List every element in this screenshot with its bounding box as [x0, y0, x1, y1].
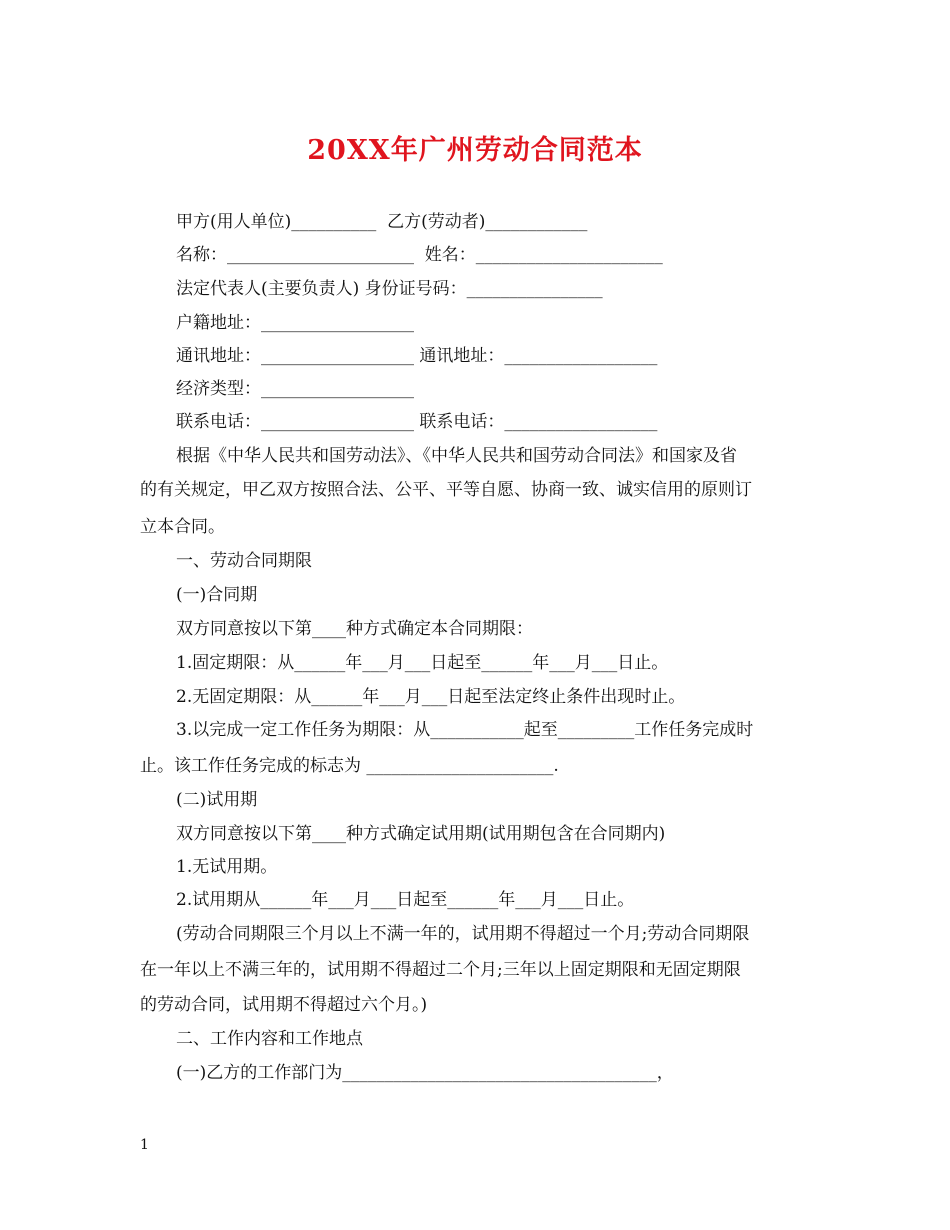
document-title: 20XX年广州劳动合同范本 — [307, 135, 643, 166]
phone-line: 联系电话：__________________ 联系电话：__________________ — [176, 412, 658, 432]
paragraph-line: (一)乙方的工作部门为_____________________________________， — [176, 1063, 674, 1083]
subsection-heading: (二)试用期 — [176, 790, 258, 810]
paragraph-line: 双方同意按以下第____种方式确定本合同期限： — [176, 619, 533, 639]
section-heading: 二、工作内容和工作地点 — [176, 1029, 363, 1049]
paragraph-line: 在一年以上不满三年的，试用期不得超过二个月;三年以上固定期限和无固定期限 — [140, 960, 741, 980]
list-item: 1.固定期限：从______年___月___日起至______年___月___日止。 — [176, 653, 669, 673]
list-item: 1.无试用期。 — [176, 857, 278, 877]
name-line: 名称：______________________ 姓名：______________________ — [176, 245, 663, 265]
paragraph-line: 的有关规定，甲乙双方按照合法、公平、平等自愿、协商一致、诚实信用的原则订 — [140, 480, 752, 500]
section-heading: 一、劳动合同期限 — [176, 551, 312, 571]
list-item: 3.以完成一定工作任务为期限：从___________起至_________工作任务完成时 — [176, 720, 754, 740]
legal-rep-line: 法定代表人(主要负责人) 身份证号码：________________ — [176, 279, 603, 299]
paragraph-line: 止。该工作任务完成的标志为 ______________________. — [140, 756, 559, 776]
mailing-address-line: 通讯地址：__________________ 通讯地址：__________________ — [176, 346, 658, 366]
subsection-heading: (一)合同期 — [176, 585, 258, 605]
paragraph-line: 根据《中华人民共和国劳动法》、《中华人民共和国劳动合同法》和国家及省 — [176, 446, 737, 466]
paragraph-line: 双方同意按以下第____种方式确定试用期(试用期包含在合同期内) — [176, 824, 666, 844]
paragraph-line: 立本合同。 — [140, 517, 225, 537]
paragraph-line: (劳动合同期限三个月以上不满一年的，试用期不得超过一个月;劳动合同期限 — [176, 924, 750, 944]
economic-type-line: 经济类型：__________________ — [176, 379, 414, 399]
party-header-line: 甲方(用人单位)__________ 乙方(劳动者)____________ — [176, 212, 588, 232]
page-number: 1 — [140, 1137, 149, 1153]
household-address-line: 户籍地址：__________________ — [176, 313, 414, 333]
list-item: 2.试用期从______年___月___日起至______年___月___日止。 — [176, 890, 635, 910]
list-item: 2.无固定期限：从______年___月___日起至法定终止条件出现时止。 — [176, 687, 686, 707]
paragraph-line: 的劳动合同，试用期不得超过六个月。) — [140, 995, 428, 1015]
